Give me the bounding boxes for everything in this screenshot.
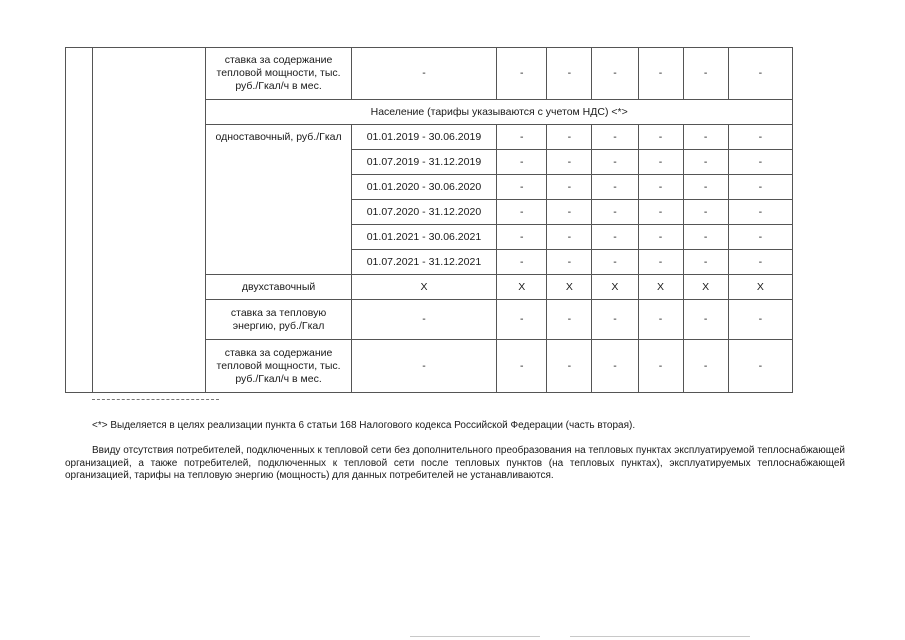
value-cell: - — [351, 300, 496, 340]
value-cell: - — [547, 225, 592, 250]
table-row — [66, 48, 793, 100]
value-cell: - — [592, 225, 638, 250]
value-cell: X — [728, 275, 792, 300]
row-label: ставка за содержание тепловой мощности, тыс. руб./Гкал/ч в мес. — [206, 48, 351, 100]
value-cell: - — [351, 340, 496, 393]
value-cell: - — [638, 225, 683, 250]
value-cell: - — [728, 225, 792, 250]
value-cell: - — [638, 250, 683, 275]
value-cell: - — [683, 250, 728, 275]
value-cell: - — [638, 300, 683, 340]
value-cell: - — [497, 300, 547, 340]
value-cell: X — [592, 275, 638, 300]
value-cell: - — [547, 150, 592, 175]
footnote-text: <*> Выделяется в целях реализации пункта 6 статьи 168 Налогового кодекса Российской Федерации (часть вторая). — [92, 420, 636, 431]
value-cell: - — [728, 48, 792, 100]
value-cell: - — [497, 225, 547, 250]
scan-artifact — [410, 636, 540, 637]
period-cell: 01.07.2020 - 31.12.2020 — [351, 200, 496, 225]
row-label: ставка за тепловую энергию, руб./Гкал — [206, 300, 351, 340]
body-paragraph: Ввиду отсутствия потребителей, подключенных к тепловой сети без дополнительного преобразования на тепловых пунктах эксплуатируемой теплоснабжающей организацией, а также потребителей, подключенных к тепловой сети после тепловых пунктов (на тепловых пунктах), эксплуатируемых теплоснабжающей организацией, тарифы на тепловую энергию (мощность) для данных потребителей не устанавливаются. — [65, 445, 845, 481]
value-cell: - — [728, 250, 792, 275]
value-cell: - — [683, 48, 728, 100]
value-cell: - — [497, 200, 547, 225]
value-cell: - — [547, 200, 592, 225]
value-cell: X — [638, 275, 683, 300]
value-cell: - — [592, 125, 638, 150]
blank-col-2 — [93, 48, 206, 393]
period-cell: 01.01.2020 - 30.06.2020 — [351, 175, 496, 200]
value-cell: - — [497, 125, 547, 150]
value-cell: - — [592, 250, 638, 275]
value-cell: - — [683, 175, 728, 200]
blank-col-1 — [66, 48, 93, 393]
value-cell: - — [547, 125, 592, 150]
value-cell: - — [683, 340, 728, 393]
value-cell: - — [638, 150, 683, 175]
value-cell: - — [728, 175, 792, 200]
period-cell: 01.01.2021 - 30.06.2021 — [351, 225, 496, 250]
value-cell: X — [547, 275, 592, 300]
value-cell: - — [728, 125, 792, 150]
value-cell: - — [592, 300, 638, 340]
value-cell: - — [728, 340, 792, 393]
value-cell: - — [638, 200, 683, 225]
value-cell: - — [728, 200, 792, 225]
value-cell: - — [592, 175, 638, 200]
value-cell: - — [497, 175, 547, 200]
row-label: двухставочный — [206, 275, 351, 300]
value-cell: - — [638, 48, 683, 100]
value-cell: - — [638, 340, 683, 393]
value-cell: X — [497, 275, 547, 300]
row-label: ставка за содержание тепловой мощности, тыс. руб./Гкал/ч в мес. — [206, 340, 351, 393]
value-cell: - — [728, 150, 792, 175]
value-cell: - — [497, 340, 547, 393]
value-cell: - — [683, 200, 728, 225]
value-cell: - — [683, 125, 728, 150]
period-cell: 01.07.2021 - 31.12.2021 — [351, 250, 496, 275]
value-cell: X — [683, 275, 728, 300]
population-header: Население (тарифы указываются с учетом НДС) <*> — [206, 100, 793, 125]
value-cell: - — [638, 125, 683, 150]
period-cell: 01.01.2019 - 30.06.2019 — [351, 125, 496, 150]
value-cell: - — [592, 200, 638, 225]
value-cell: - — [497, 150, 547, 175]
value-cell: - — [497, 250, 547, 275]
value-cell: - — [497, 48, 547, 100]
footnote-divider — [92, 399, 219, 400]
value-cell: X — [351, 275, 496, 300]
value-cell: - — [547, 175, 592, 200]
value-cell: - — [547, 250, 592, 275]
value-cell: - — [592, 340, 638, 393]
value-cell: - — [683, 225, 728, 250]
value-cell: - — [592, 150, 638, 175]
value-cell: - — [683, 150, 728, 175]
value-cell: - — [728, 300, 792, 340]
value-cell: - — [592, 48, 638, 100]
value-cell: - — [638, 175, 683, 200]
value-cell: - — [683, 300, 728, 340]
scan-artifact — [570, 636, 750, 637]
tariff-table — [65, 47, 793, 393]
value-cell: - — [547, 340, 592, 393]
single-rate-label: одноставочный, руб./Гкал — [206, 125, 351, 275]
value-cell: - — [547, 300, 592, 340]
period-cell: 01.07.2019 - 31.12.2019 — [351, 150, 496, 175]
value-cell: - — [547, 48, 592, 100]
value-cell: - — [351, 48, 496, 100]
